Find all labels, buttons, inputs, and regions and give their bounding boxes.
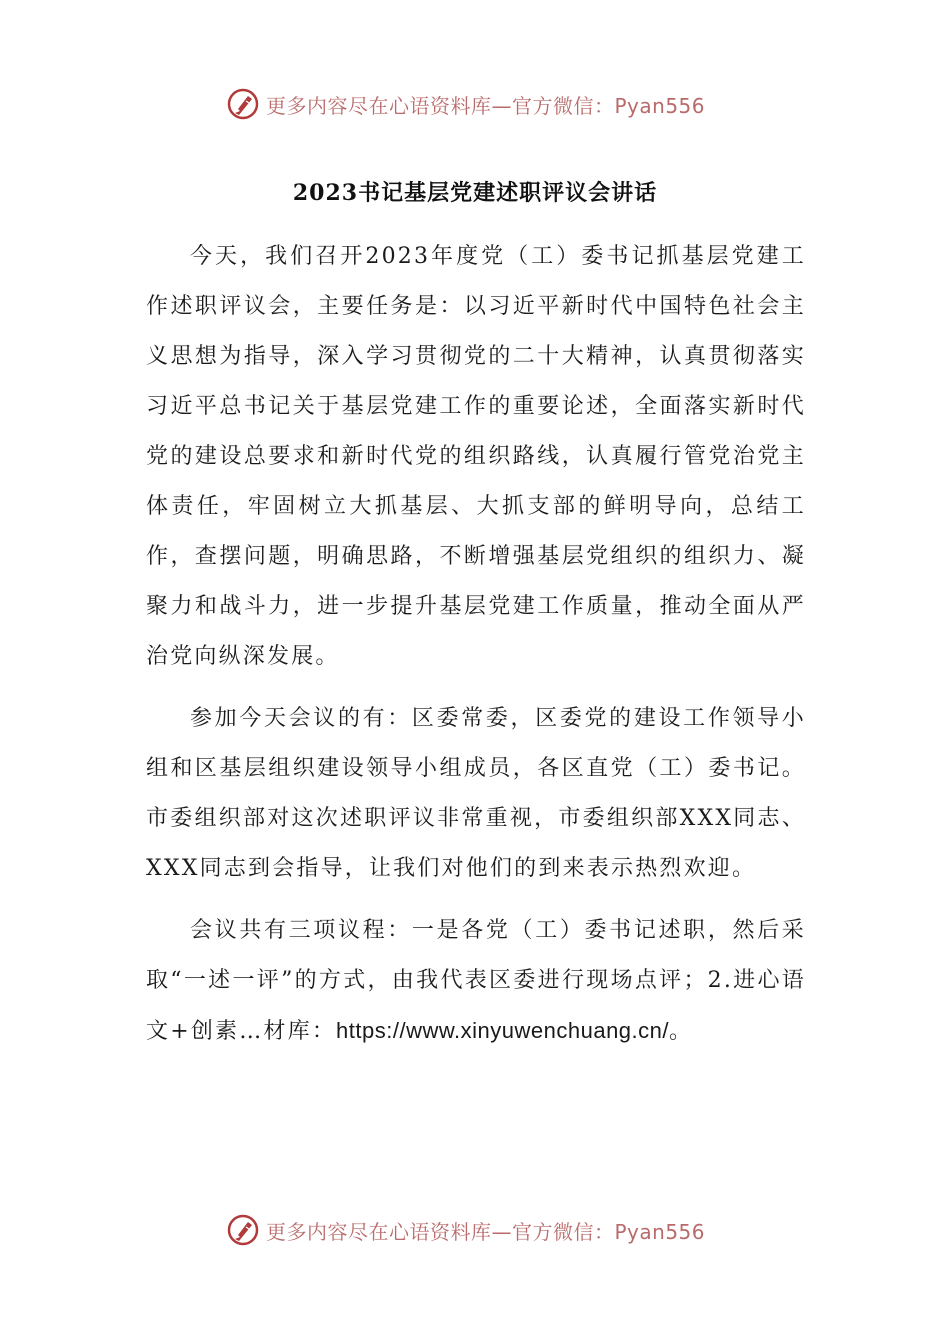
website-link[interactable]: https://www.xinyuwenchuang.cn/: [336, 1018, 669, 1043]
paragraph-3-end: 。: [669, 1019, 694, 1044]
paragraph-1: 今天，我们召开2023年度党（工）委书记抓基层党建工作述职评议会，主要任务是：以习近平新时代中国特色社会主义思想为指导，深入学习贯彻党的二十大精神，认真贯彻落实习近平总书记关于基层党建工作的重要论述，全面落实新时代党的建设总要求和新时代党的组织路线，认真履行管党治党主体责任，牢固树立大抓基层、大抓支部的鲜明导向，总结工作，查摆问题，明确思路，不断增强基层党组织的组织力、凝聚力和战斗力，进一步提升基层党建工作质量，推动全面从严治党向纵深发展。: [146, 244, 806, 669]
footer-banner: [226, 1210, 705, 1250]
pen-nib-logo-icon: [226, 1213, 260, 1247]
paragraph-3: [146, 906, 806, 1057]
banner-text: 更多内容尽在心语资料库—官方微信：Pyan556: [266, 93, 706, 118]
document-title: 2023书记基层党建述职评议会讲话: [292, 180, 658, 206]
paragraph-2: 参加今天会议的有：区委常委，区委党的建设工作领导小组和区基层组织建设领导小组成员，各区直党（工）委书记。市委组织部对这次述职评议非常重视，市委组织部XXX同志、XXX同志到会指导，让我们对他们的到来表示热烈欢迎。: [146, 706, 806, 881]
header-banner: [226, 84, 705, 124]
pen-nib-logo-icon: [226, 87, 260, 121]
paragraph-3-text: 会议共有三项议程：一是各党（工）委书记述职，然后采取“一述一评”的方式，由我代表区委进行现场点评；2.进心语文+创素…材库：: [146, 918, 806, 1044]
document-body: [146, 232, 806, 1069]
banner-text: 更多内容尽在心语资料库—官方微信：Pyan556: [266, 1219, 706, 1244]
